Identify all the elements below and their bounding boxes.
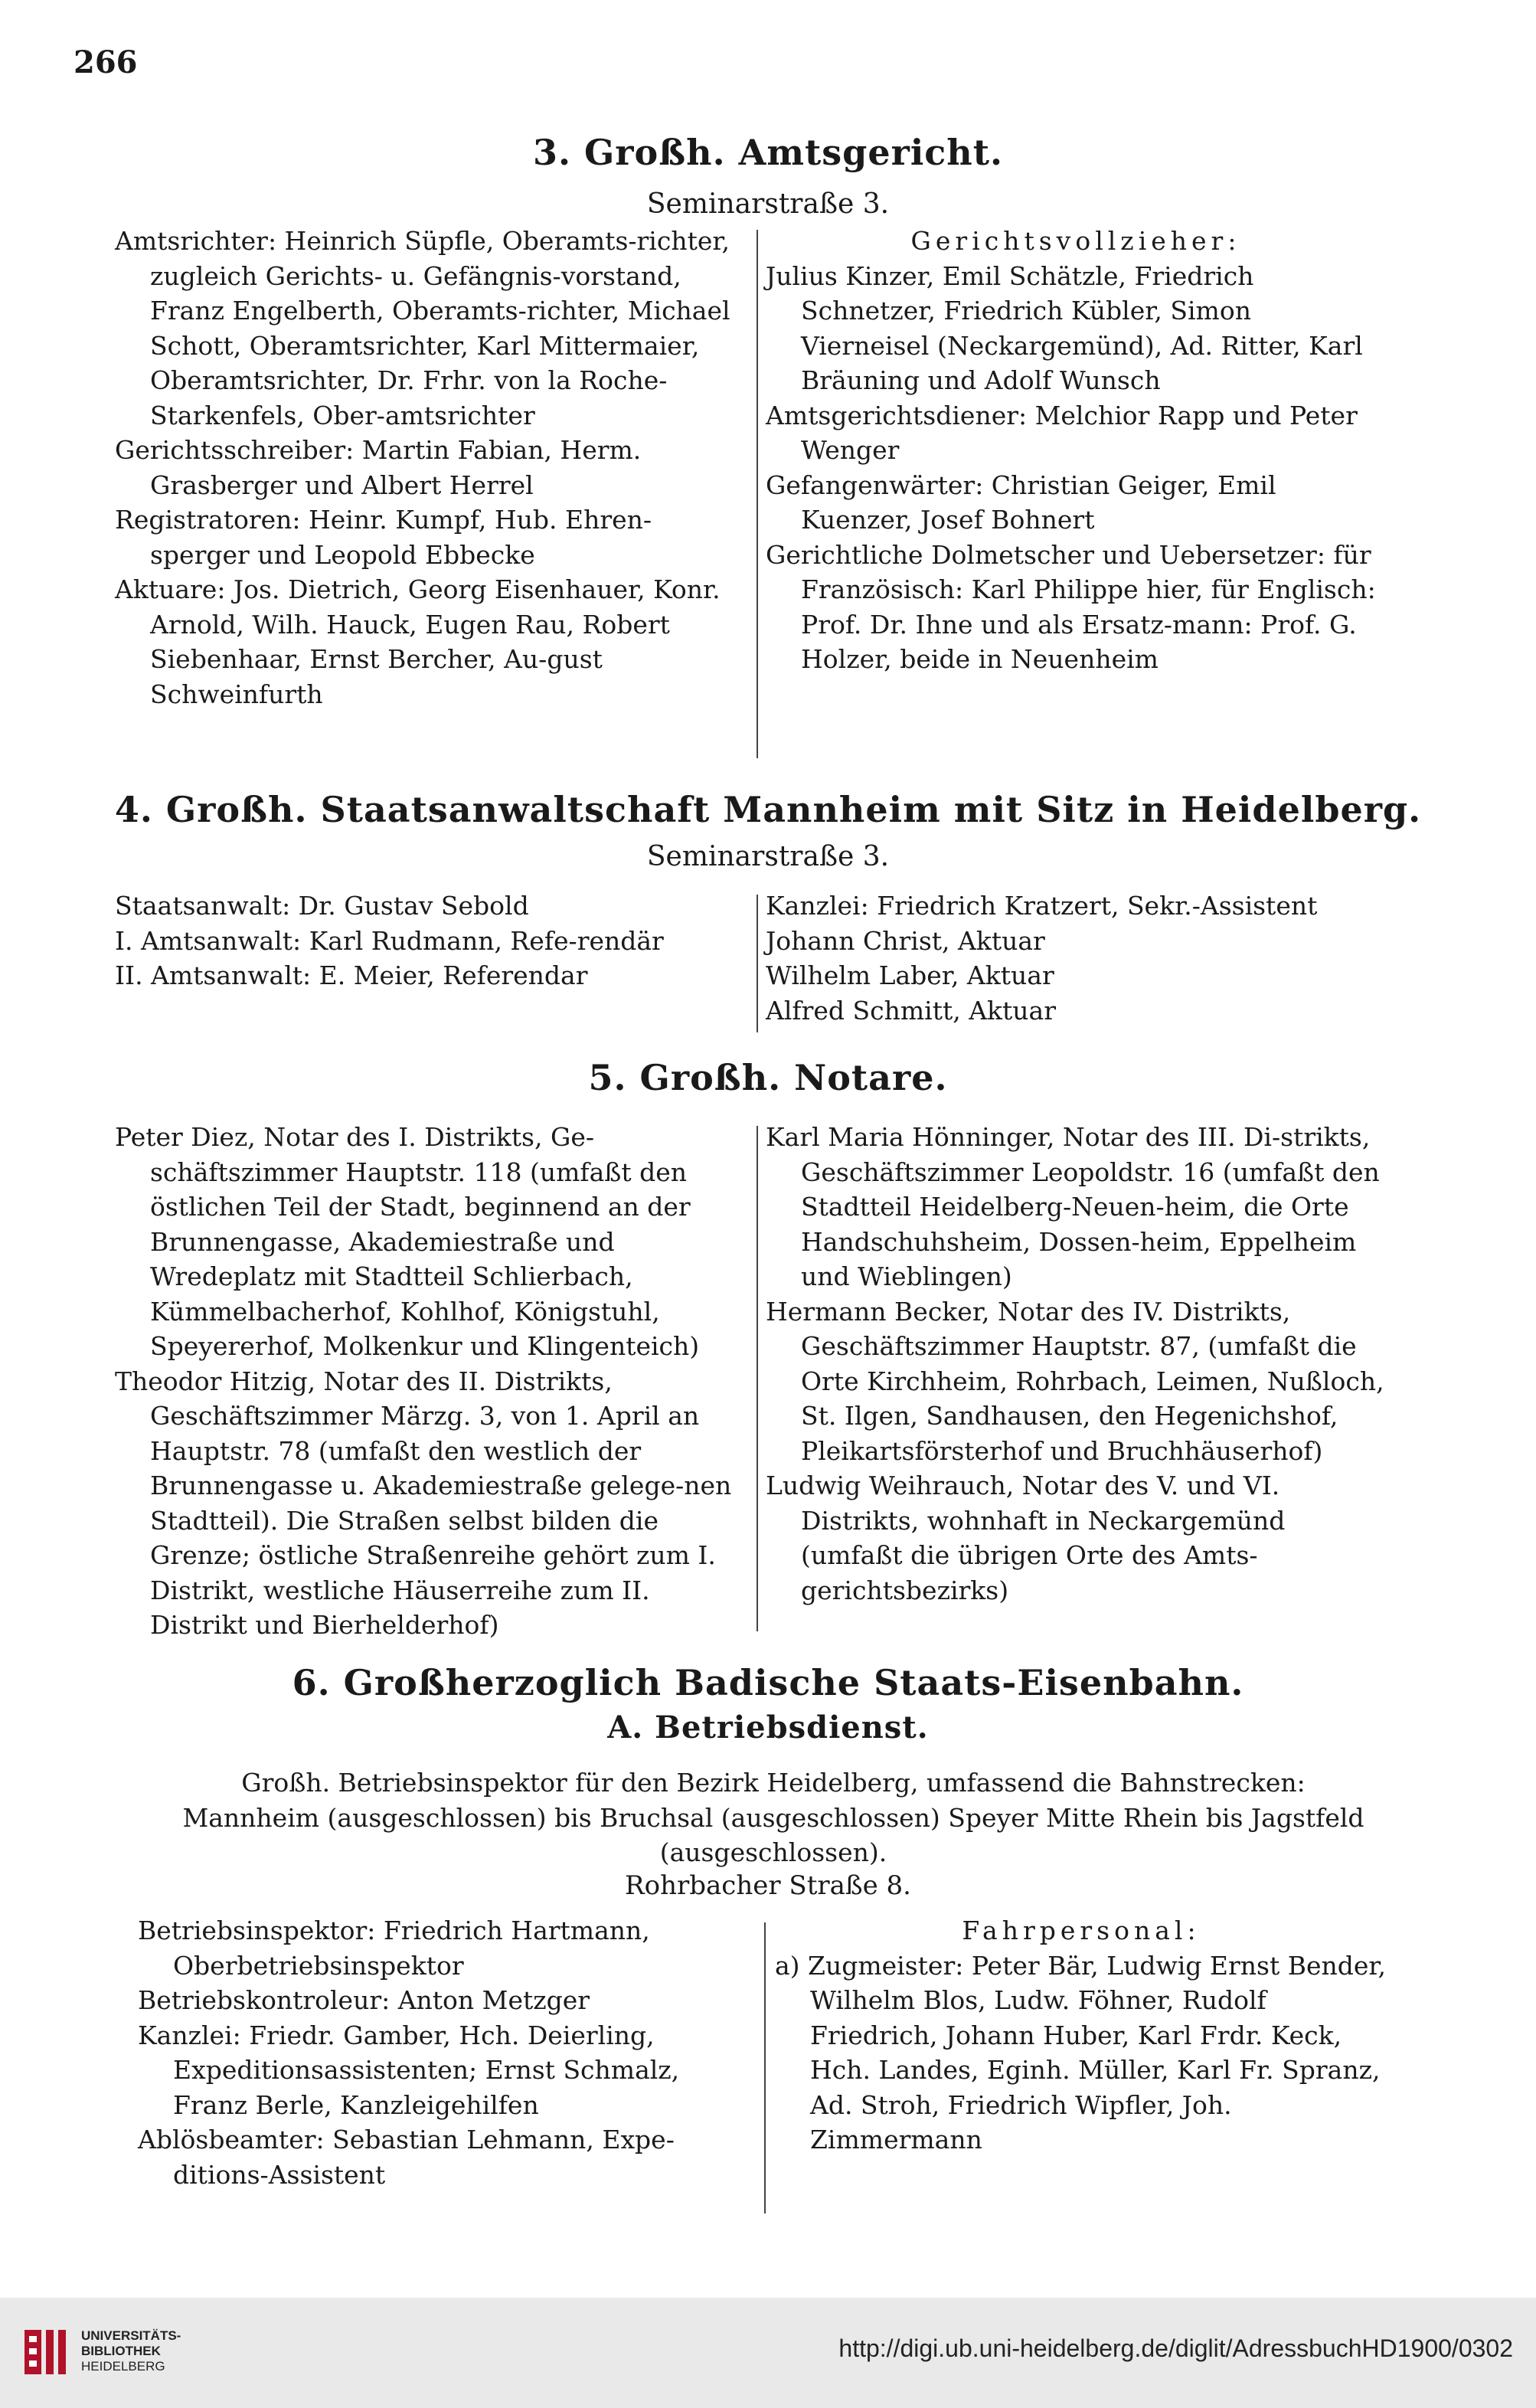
entry-registratoren: Registratoren: Heinr. Kumpf, Hub. Ehren-sperger und Leopold Ebbecke xyxy=(115,505,652,570)
entry-aktuare: Aktuare: Jos. Dietrich, Georg Eisenhauer, Konr. Arnold, Wilh. Hauck, Eugen Rau, Robert Siebenhaar, Ernst Bercher, Au-gust Schweinfurth xyxy=(115,574,721,709)
library-name-line: BIBLIOTHEK xyxy=(81,2344,161,2358)
entry-amtsgerichtsdiener: Amtsgerichtsdiener: Melchior Rapp und Peter Wenger xyxy=(766,400,1358,465)
entry-staatsanwalt: Staatsanwalt: Dr. Gustav Sebold xyxy=(115,891,529,921)
section-3-title: 3. Großh. Amtsgericht. xyxy=(532,132,1004,173)
entry-abloesbeamter: Ablösbeamter: Sebastian Lehmann, Expe-ditions-Assistent xyxy=(138,2125,675,2190)
entry-kanzlei: Kanzlei: Friedrich Kratzert, Sekr.-Assistent xyxy=(766,891,1318,921)
entry-notar-hoenninger: Karl Maria Hönninger, Notar des III. Di-strikts, Geschäftszimmer Leopoldstr. 16 (umfaßt den Stadtteil Heidelberg-Neuen-heim, die Orte Handschuhsheim, Dossen-heim, Eppelheim und Wieblingen) xyxy=(766,1122,1380,1291)
footer-bar xyxy=(0,2298,1536,2408)
library-name xyxy=(81,2328,181,2374)
column-divider xyxy=(757,1126,758,1631)
section-5-left-column xyxy=(115,1120,743,1643)
entry-amtsrichter: Amtsrichter: Heinrich Süpfle, Oberamts-richter, zugleich Gerichts- u. Gefängnis-vorstand, Franz Engelberth, Oberamts-richter, Michael Schott, Oberamtsrichter, Karl Mittermaier, Oberamtsrichter, Dr. Frhr. von la Roche-Starkenfels, Ober-amtsrichter xyxy=(115,226,730,430)
section-6-left-column xyxy=(138,1913,750,2192)
entry-gerichtsschreiber: Gerichtsschreiber: Martin Fabian, Herm. Grasberger und Albert Herrel xyxy=(115,435,642,500)
entry-dolmetscher: Gerichtliche Dolmetscher und Uebersetzer: für Französisch: Karl Philippe hier, für Englisch: Prof. Dr. Ihne und als Ersatz-mann: Prof. G. Holzer, beide in Neuenheim xyxy=(766,539,1376,674)
entry-amtsanwalt-2: II. Amtsanwalt: E. Meier, Referendar xyxy=(115,960,588,990)
column-divider xyxy=(757,895,758,1032)
page-number: 266 xyxy=(74,44,138,80)
gerichtsvollzieher-heading: Gerichtsvollzieher: xyxy=(910,226,1241,256)
section-5-title: 5. Großh. Notare. xyxy=(588,1057,948,1098)
entry-betriebskontroleur: Betriebskontroleur: Anton Metzger xyxy=(138,1985,590,2015)
entry-notar-diez: Peter Diez, Notar des I. Distrikts, Ge-schäftszimmer Hauptstr. 118 (umfaßt den östlichen Teil der Stadt, beginnend an der Brunnengasse, Akademiestraße und Wredeplatz mit Stadtteil Schlierbach, Kümmelbacherhof, Kohlhof, Königstuhl, Speyererhof, Molkenkur und Klingenteich) xyxy=(115,1122,700,1361)
entry-notar-hitzig: Theodor Hitzig, Notar des II. Distrikts, Geschäftszimmer Märzg. 3, von 1. April an Hauptstr. 78 (umfaßt den westlich der Brunnengasse u. Akademiestraße gelege-nen Stadtteil). Die Straßen selbst bilden die Grenze; östliche Straßenreihe gehört zum I. Distrikt, westliche Häuserreihe zum II. Distrikt und Bierhelderhof) xyxy=(115,1366,732,1640)
entry-zugmeister: a) Zugmeister: Peter Bär, Ludwig Ernst Bender, Wilhelm Blos, Ludw. Föhner, Rudolf Friedrich, Johann Huber, Karl Frdr. Keck, Hch. Landes, Eginh. Müller, Karl Fr. Spranz, Ad. Stroh, Friedrich Wipfler, Joh. Zimmermann xyxy=(775,1950,1387,2154)
section-4-address: Seminarstraße 3. xyxy=(646,841,890,872)
section-6-address: Rohrbacher Straße 8. xyxy=(625,1870,911,1901)
entry-aktuar-christ: Johann Christ, Aktuar xyxy=(766,925,1045,956)
section-4-title: 4. Großh. Staatsanwaltschaft Mannheim mit Sitz in Heidelberg. xyxy=(114,789,1422,830)
fahrpersonal-heading: Fahrpersonal: xyxy=(962,1916,1201,1945)
entry-notar-becker: Hermann Becker, Notar des IV. Distrikts, Geschäftszimmer Hauptstr. 87, (umfaßt die Orte Kirchheim, Rohrbach, Leimen, Nußloch, St. Ilgen, Sandhausen, den Hegenichshof, Pleikartsförsterhof und Bruchhäuserhof) xyxy=(766,1296,1384,1466)
entry-notar-weihrauch: Ludwig Weihrauch, Notar des V. und VI. Distrikts, wohnhaft in Neckargemünd (umfaßt die übrigen Orte des Amts-gerichtsbezirks) xyxy=(766,1471,1286,1605)
section-6-title: 6. Großherzoglich Badische Staats-Eisenbahn. xyxy=(292,1662,1244,1703)
entry-aktuar-laber: Wilhelm Laber, Aktuar xyxy=(766,960,1054,990)
section-3-left-column xyxy=(115,224,743,712)
section-6-subtitle: A. Betriebsdienst. xyxy=(607,1709,929,1745)
section-3-right-column xyxy=(766,224,1386,677)
section-6-right-column xyxy=(775,1913,1387,2158)
entry-betriebsinspektor: Betriebsinspektor: Friedrich Hartmann, Oberbetriebsinspektor xyxy=(138,1916,650,1981)
column-divider xyxy=(757,230,758,758)
entry-aktuar-schmitt: Alfred Schmitt, Aktuar xyxy=(766,995,1057,1026)
section-5-right-column xyxy=(766,1120,1386,1608)
entry-gefangenwaerter: Gefangenwärter: Christian Geiger, Emil Kuenzer, Josef Bohnert xyxy=(766,469,1276,535)
library-logo-icon xyxy=(23,2327,69,2377)
section-6-intro: Großh. Betriebsinspektor für den Bezirk Heidelberg, umfassend die Bahnstrecken: Mannheim (ausgeschlossen) bis Bruchsal (ausgeschlossen) Speyer Mitte Rhein bis Jagstfeld (ausgeschlossen). xyxy=(182,1768,1364,1867)
entry-gerichtsvollzieher: Julius Kinzer, Emil Schätzle, Friedrich Schnetzer, Friedrich Kübler, Simon Vierneisel (Neckargemünd), Ad. Ritter, Karl Bräuning und Adolf Wunsch xyxy=(766,260,1363,395)
library-name-line: HEIDELBERG xyxy=(81,2359,165,2374)
library-name-line: UNIVERSITÄTS- xyxy=(81,2328,181,2343)
section-3-address: Seminarstraße 3. xyxy=(646,188,890,220)
section-4-right-column xyxy=(766,888,1386,1028)
column-divider xyxy=(764,1922,766,2213)
source-url[interactable]: http://digi.ub.uni-heidelberg.de/diglit/AdressbuchHD1900/0302 xyxy=(838,2334,1513,2362)
section-4-left-column xyxy=(115,888,743,993)
entry-kanzlei-bahn: Kanzlei: Friedr. Gamber, Hch. Deierling, Expeditionsassistenten; Ernst Schmalz, Franz Berle, Kanzleigehilfen xyxy=(138,2020,680,2120)
entry-amtsanwalt-1: I. Amtsanwalt: Karl Rudmann, Refe-rendär xyxy=(115,925,664,956)
